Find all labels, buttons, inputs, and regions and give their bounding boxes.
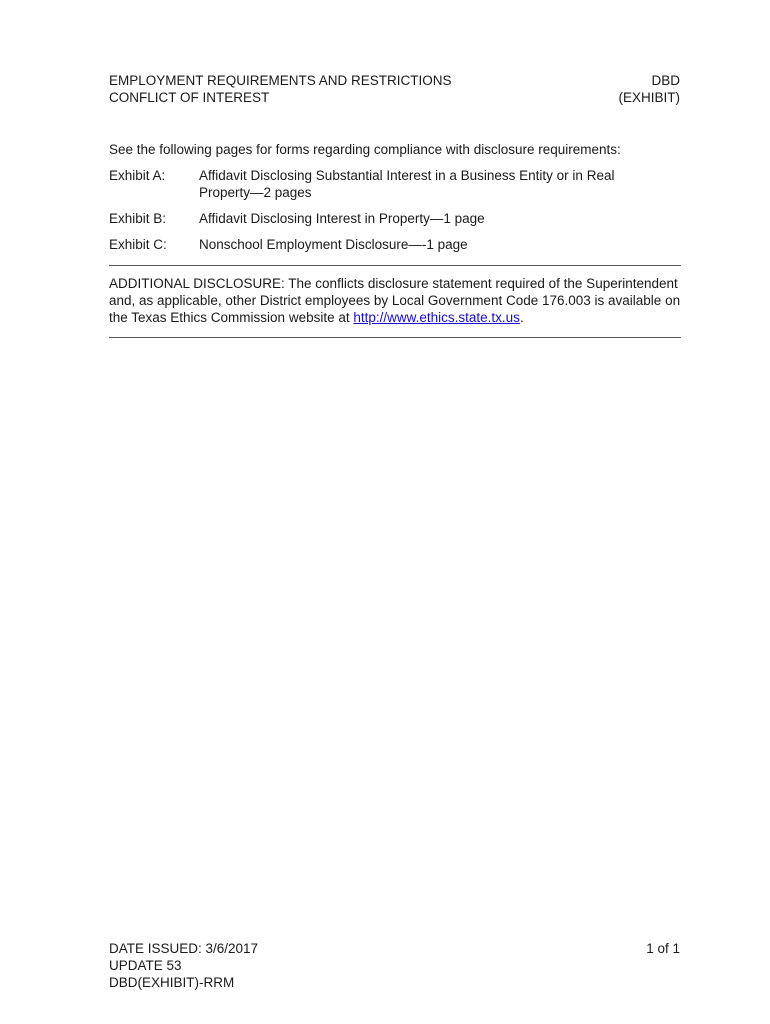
disclosure-text: ADDITIONAL DISCLOSURE: The conflicts disclosure statement required of the Superintendent and, as applicable, other District employees by Local Government Code 176.003 is available on the Texas Ethics Commission website at [109, 276, 681, 325]
disclosure-text-end: . [519, 310, 524, 325]
exhibit-label: Exhibit A: [109, 168, 166, 183]
intro-text: See the following pages for forms regarding compliance with disclosure requirements: [109, 142, 621, 157]
header-code-sub: (EXHIBIT) [618, 90, 680, 105]
page-footer [109, 940, 680, 991]
exhibit-list [109, 167, 681, 262]
exhibit-b [109, 210, 681, 227]
footer-update: UPDATE 53 [109, 958, 182, 973]
additional-disclosure-text [109, 275, 681, 326]
exhibit-label: Exhibit B: [109, 211, 167, 226]
exhibit-a [109, 167, 681, 201]
ethics-commission-link[interactable]: http://www.ethics.state.tx.us [353, 310, 520, 325]
header-code: DBD [651, 73, 680, 88]
exhibit-label: Exhibit C: [109, 237, 167, 252]
exhibit-description: Affidavit Disclosing Interest in Property—1 page [199, 211, 485, 226]
exhibit-description: Affidavit Disclosing Substantial Interest in a Business Entity or in Real Property—2 pages [199, 168, 615, 200]
footer-date-issued: DATE ISSUED: 3/6/2017 [109, 941, 259, 956]
header-title-line1: EMPLOYMENT REQUIREMENTS AND RESTRICTIONS [109, 73, 452, 88]
footer-doc-id: DBD(EXHIBIT)-RRM [109, 975, 235, 990]
exhibit-c [109, 236, 681, 253]
exhibit-description: Nonschool Employment Disclosure—-1 page [199, 237, 468, 252]
page-header [109, 72, 680, 106]
header-title-line2: CONFLICT OF INTEREST [109, 90, 270, 105]
footer-page-number: 1 of 1 [646, 941, 680, 956]
additional-disclosure-box [109, 265, 681, 338]
